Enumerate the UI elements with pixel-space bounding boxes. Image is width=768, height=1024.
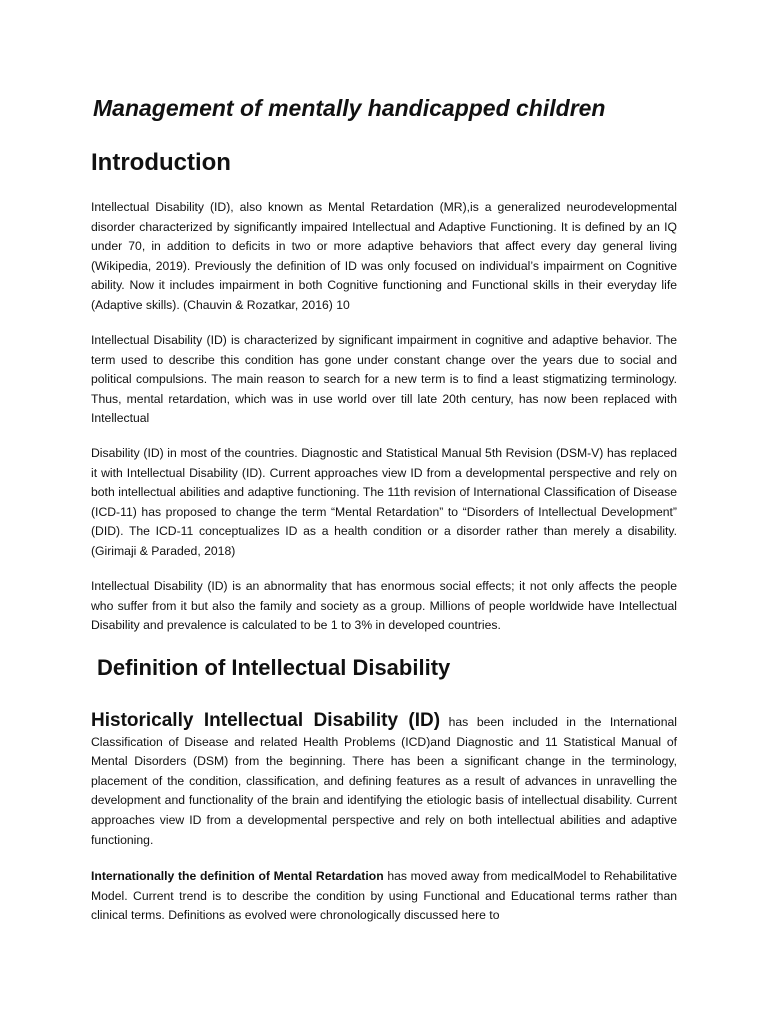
intro-paragraph-3: Disability (ID) in most of the countries. Diagnostic and Statistical Manual 5th Revision (DSM-V) has replaced it with Intellectual Disability (ID). Current approaches view ID from a developmental perspective and rely on both intellectual abilities and adaptive functioning. The 11th revision of International Classification of Disease (ICD-11) has proposed to change the term “Mental Retardation” to “Disorders of Intellectual Development” (DID). The ICD-11 conceptualizes ID as a health condition or a disorder rather than merely a disability. (Girimaji & Paraded, 2018) [91,446,677,558]
definition-paragraph-1-body: has been included in the International Classification of Disease and related Health Problems (ICD)and Diagnostic and 11 Statistical Manual of Mental Disorders (DSM) from the beginning. There has been a significant change in the terminology, placement of the condition, classification, and defining features as a result of advances in unravelling the development and functionality of the brain and identifying the etiologic basis of intellectual disability. Current approaches view ID from a developmental perspective and rely on both intellectual abilities and adaptive functioning. [91,715,677,847]
document-title: Management of mentally handicapped children [93,95,606,121]
definition-paragraph-2-lead: Internationally the definition of Mental Retardation [91,869,384,883]
definition-paragraph-1 [91,711,677,850]
intro-paragraph-4: Intellectual Disability (ID) is an abnormality that has enormous social effects; it not only affects the people who suffer from it but also the family and society as a group. Millions of people worldwide have Intellectual Disability and prevalence is calculated to be 1 to 3% in developed countries. [91,579,677,633]
definition-paragraph-1-lead: Historically Intellectual Disability (ID) [91,710,441,731]
intro-paragraph-1: Intellectual Disability (ID), also known as Mental Retardation (MR),is a generalized neurodevelopmental disorder characterized by significantly impaired Intellectual and Adaptive Functioning. It is defined by an IQ under 70, in addition to deficits in two or more adaptive behaviors that affect every day general living (Wikipedia, 2019). Previously the definition of ID was only focused on individual’s impairment on Cognitive ability. Now it includes impairment in both Cognitive functioning and Functional skills in their everyday life (Adaptive skills). (Chauvin & Rozatkar, 2016) 10 [91,200,677,312]
definition-heading: Definition of Intellectual Disability [97,655,451,680]
introduction-heading: Introduction [91,149,231,176]
intro-paragraph-2: Intellectual Disability (ID) is characterized by significant impairment in cognitive and adaptive behavior. The term used to describe this condition has gone under constant change over the years due to social and political compulsions. The main reason to search for a new term is to find a least stigmatizing terminology. Thus, mental retardation, which was in use world over till late 20th century, has now been replaced with Intellectual [91,333,677,426]
definition-paragraph-2 [91,867,677,926]
definition-paragraph-2-body: has moved away from medicalModel to Rehabilitative Model. Current trend is to describe the condition by using Functional and Educational terms rather than clinical terms. Definitions as evolved were chronologically discussed here to [91,869,677,923]
